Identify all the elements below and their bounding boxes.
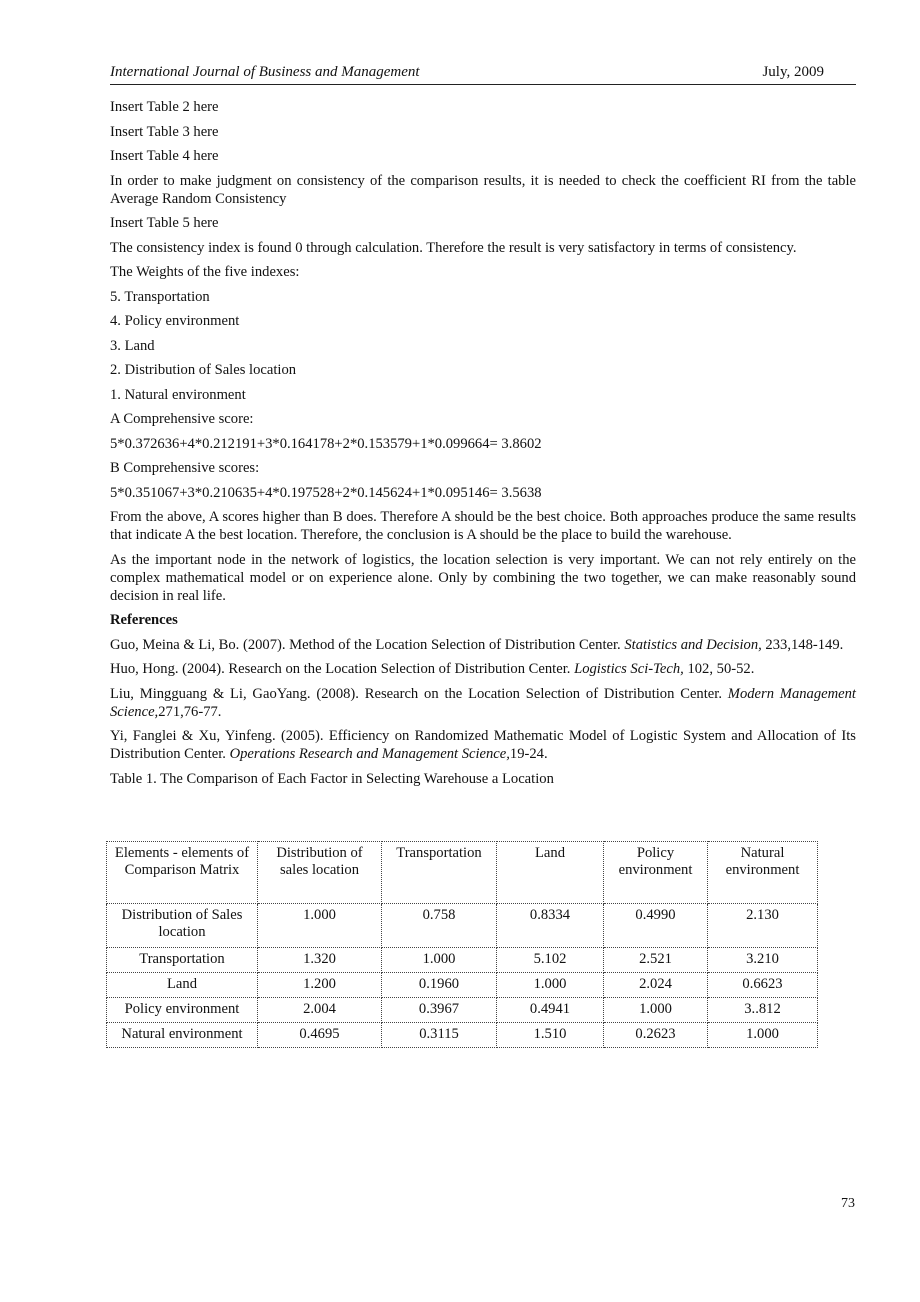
table-row bbox=[107, 998, 818, 1023]
table-cell: 0.758 bbox=[382, 904, 497, 948]
body-text bbox=[110, 98, 856, 794]
table-cell: 1.000 bbox=[604, 998, 708, 1023]
table-caption: Table 1. The Comparison of Each Factor in Selecting Warehouse a Location bbox=[110, 770, 554, 787]
comparison-matrix-table bbox=[106, 841, 818, 1048]
reference-text: Huo, Hong. (2004). Research on the Location Selection of Distribution Center. bbox=[110, 661, 575, 677]
reference-item bbox=[110, 636, 856, 654]
header-cell: Distribution of sales location bbox=[258, 842, 382, 904]
table-cell: 1.000 bbox=[382, 948, 497, 973]
paragraph: Insert Table 3 here bbox=[110, 123, 219, 140]
paragraph: Insert Table 2 here bbox=[110, 99, 219, 115]
table-cell: 0.8334 bbox=[497, 904, 604, 948]
paragraph: In order to make judgment on consistency of the comparison results, it is needed to check the coefficient RI from the table Average Random Consistency bbox=[110, 172, 856, 207]
list-item: 4. Policy environment bbox=[110, 313, 240, 329]
header-cell: Land bbox=[497, 842, 604, 904]
reference-text: Yi, Fanglei & Xu, Yinfeng. (2005). Efficiency on Randomized Mathematic Model of Logistic System and Allocation of Its Distribution Center. bbox=[110, 728, 856, 762]
table-cell: 3.210 bbox=[708, 948, 818, 973]
reference-text: 233,148-149. bbox=[761, 636, 844, 653]
reference-journal: Logistics Sci-Tech, bbox=[574, 661, 684, 677]
score-formula: 5*0.372636+4*0.212191+3*0.164178+2*0.153579+1*0.099664= 3.8602 bbox=[110, 435, 542, 452]
row-label-cell: Transportation bbox=[107, 948, 258, 973]
references-heading: References bbox=[110, 612, 178, 628]
reference-journal: Modern Management Science, bbox=[110, 685, 856, 720]
running-header bbox=[110, 64, 856, 85]
table-row bbox=[107, 904, 818, 948]
reference-item bbox=[110, 727, 856, 763]
header-cell: Natural environment bbox=[708, 842, 818, 904]
list-item: 3. Land bbox=[110, 337, 155, 354]
reference-text: 271,76-77. bbox=[158, 703, 222, 720]
row-label-cell: Policy environment bbox=[107, 998, 258, 1023]
paragraph: As the important node in the network of logistics, the location selection is very important. We can not rely entirely on the complex mathematical model or on experience alone. Only by combining the two together, we can make reasonably sound decision in real life. bbox=[110, 551, 856, 604]
row-label-cell: Natural environment bbox=[107, 1023, 258, 1048]
table-cell: 0.4695 bbox=[258, 1023, 382, 1048]
table-cell: 0.3967 bbox=[382, 998, 497, 1023]
table-cell: 2.521 bbox=[604, 948, 708, 973]
table-cell: 0.6623 bbox=[708, 973, 818, 998]
table-cell: 1.510 bbox=[497, 1023, 604, 1048]
list-item: 5. Transportation bbox=[110, 288, 210, 305]
journal-title: International Journal of Business and Management bbox=[110, 64, 420, 80]
header-cell: Transportation bbox=[382, 842, 497, 904]
table-cell: 1.000 bbox=[497, 973, 604, 998]
reference-item bbox=[110, 685, 856, 721]
table-cell: 1.000 bbox=[258, 904, 382, 948]
row-label-cell: Land bbox=[107, 973, 258, 998]
reference-text: 19-24. bbox=[509, 746, 548, 762]
table-cell: 5.102 bbox=[497, 948, 604, 973]
list-item: 2. Distribution of Sales location bbox=[110, 362, 297, 378]
table-cell: 1.320 bbox=[258, 948, 382, 973]
score-label: B Comprehensive scores: bbox=[110, 460, 260, 476]
table-cell: 0.4941 bbox=[497, 998, 604, 1023]
list-item: 1. Natural environment bbox=[110, 386, 246, 403]
table-header-row bbox=[107, 842, 818, 904]
header-cell: Elements - elements of Comparison Matrix bbox=[107, 842, 258, 904]
row-label-cell: Distribution of Sales location bbox=[107, 904, 258, 948]
paragraph: The consistency index is found 0 through calculation. Therefore the result is very satisfactory in terms of consistency. bbox=[110, 239, 797, 256]
table-cell: 1.200 bbox=[258, 973, 382, 998]
reference-text: Liu, Mingguang & Li, GaoYang. (2008). Research on the Location Selection of Distribution Center. bbox=[110, 685, 728, 702]
table-row bbox=[107, 973, 818, 998]
header-cell: Policy environment bbox=[604, 842, 708, 904]
table-cell: 0.2623 bbox=[604, 1023, 708, 1048]
table-cell: 3..812 bbox=[708, 998, 818, 1023]
reference-journal: Statistics and Decision, bbox=[624, 636, 762, 653]
reference-journal: Operations Research and Management Science, bbox=[229, 746, 510, 762]
issue-date: July, 2009 bbox=[762, 64, 824, 80]
paragraph: From the above, A scores higher than B does. Therefore A should be the best choice. Both approaches produce the same results that indicate A the best location. Therefore, the conclusion is A should be the place to build the warehouse. bbox=[110, 509, 856, 543]
table-cell: 0.1960 bbox=[382, 973, 497, 998]
paragraph: Insert Table 4 here bbox=[110, 148, 219, 164]
reference-text: Guo, Meina & Li, Bo. (2007). Method of the Location Selection of Distribution Center. bbox=[110, 636, 625, 653]
reference-text: 102, 50-52. bbox=[683, 661, 755, 677]
reference-item bbox=[110, 660, 856, 678]
table-cell: 0.3115 bbox=[382, 1023, 497, 1048]
table-cell: 2.024 bbox=[604, 973, 708, 998]
score-formula: 5*0.351067+3*0.210635+4*0.197528+2*0.145624+1*0.095146= 3.5638 bbox=[110, 484, 542, 501]
table-row bbox=[107, 1023, 818, 1048]
page-number: 73 bbox=[841, 1196, 855, 1211]
table-cell: 0.4990 bbox=[604, 904, 708, 948]
table-row bbox=[107, 948, 818, 973]
table-cell: 2.004 bbox=[258, 998, 382, 1023]
paragraph: The Weights of the five indexes: bbox=[110, 264, 300, 280]
table-cell: 1.000 bbox=[708, 1023, 818, 1048]
table-cell: 2.130 bbox=[708, 904, 818, 948]
score-label: A Comprehensive score: bbox=[110, 411, 254, 427]
paragraph: Insert Table 5 here bbox=[110, 215, 219, 231]
